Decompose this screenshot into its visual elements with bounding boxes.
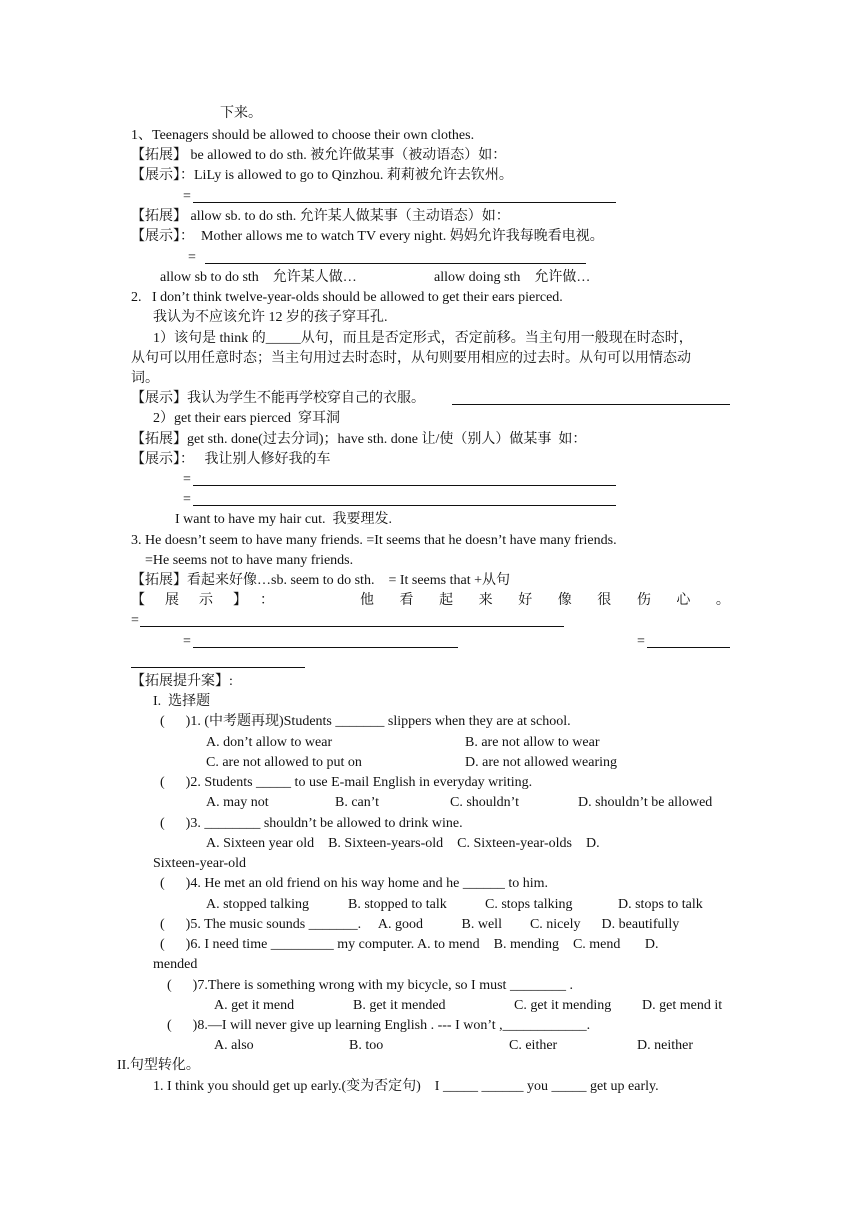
spaced-char: 来	[478, 593, 493, 608]
text-line: =He seems not to have many friends.	[145, 553, 354, 568]
text-line: 【展示】： Mother allows me to watch TV every night. 妈妈允许我每晚看电视。	[131, 229, 604, 244]
blank-line	[452, 404, 730, 405]
text-line: ( )7.There is something wrong with my bicycle, so I must ________ .	[167, 978, 573, 993]
text-line: C. either	[509, 1038, 558, 1053]
text-line: allow doing sth 允许做…	[434, 270, 591, 285]
spaced-char: 伤	[636, 593, 651, 608]
blank-line	[131, 667, 305, 668]
text-line: 1）该句是 think 的_____从句，而且是否定形式，否定前移。当主句用一般现在时态时，	[153, 331, 693, 346]
text-line: 【展示】我认为学生不能再学校穿自己的衣服。	[131, 391, 425, 406]
text-line: ( )5. The music sounds _______. A. good B. well C. nicely D. beautifully	[160, 917, 680, 932]
text-line: I want to have my hair cut. 我要理发.	[175, 512, 392, 527]
text-line: B. get it mended	[353, 998, 446, 1013]
blank-line	[205, 263, 586, 264]
text-line: A. stopped talking	[206, 897, 310, 912]
spaced-char: 很	[597, 593, 612, 608]
spaced-char: 心	[676, 593, 691, 608]
text-line: 我认为不应该允许 12 岁的孩子穿耳孔.	[153, 310, 388, 325]
text-line: B. can’t	[335, 795, 380, 810]
text-line: 2）get their ears pierced 穿耳洞	[153, 411, 340, 426]
text-line: D. get mend it	[642, 998, 723, 1013]
spaced-char: 起	[439, 593, 454, 608]
text-line: 词。	[131, 371, 159, 386]
text-line: ( )1. (中考题再现)Students _______ slippers when they are at school.	[160, 714, 571, 729]
text-line: 1. I think you should get up early.(变为否定句) I _____ ______ you _____ get up early.	[153, 1079, 659, 1094]
text-line: B. stopped to talk	[348, 897, 447, 912]
text-line: ( )2. Students _____ to use E-mail English in everyday writing.	[160, 775, 533, 790]
text-line: A. may not	[206, 795, 269, 810]
text-line: C. shouldn’t	[450, 795, 519, 810]
spaced-char: 看	[399, 593, 414, 608]
blank-line	[193, 647, 458, 648]
text-line: II.句型转化。	[117, 1058, 200, 1073]
text-line: =	[183, 634, 191, 649]
text-line: 【展示】：	[131, 593, 294, 608]
blank-line	[193, 505, 616, 506]
text-line: A. get it mend	[214, 998, 295, 1013]
text-line: ( )4. He met an old friend on his way home and he ______ to him.	[160, 876, 549, 891]
text-line: 【拓展】 allow sb. to do sth. 允许某人做某事（主动语态）如：	[131, 209, 510, 224]
text-line: =	[183, 492, 191, 507]
text-line: ( )8.—I will never give up learning English . --- I won’t ,____________.	[167, 1018, 591, 1033]
text-line: B. too	[349, 1038, 384, 1053]
text-line: D. shouldn’t be allowed	[578, 795, 713, 810]
text-line: C. are not allowed to put on	[206, 755, 362, 770]
text-line: C. stops talking	[485, 897, 573, 912]
text-line: I. 选择题	[153, 694, 211, 709]
text-line: 1、Teenagers should be allowed to choose their own clothes.	[131, 128, 475, 143]
blank-line	[193, 485, 616, 486]
spaced-char: 好	[518, 593, 533, 608]
text-line: D. neither	[637, 1038, 693, 1053]
text-line: Sixteen-year-old	[153, 856, 247, 871]
text-line: 3. He doesn’t seem to have many friends. =It seems that he doesn’t have many friends.	[131, 533, 617, 548]
text-line: A. also	[214, 1038, 254, 1053]
text-line: A. Sixteen year old B. Sixteen-years-old C. Sixteen-year-olds D.	[206, 836, 600, 851]
text-line: ( )3. ________ shouldn’t be allowed to drink wine.	[160, 816, 463, 831]
text-line: 【拓展】get sth. done(过去分词)；have sth. done 让/使（别人）做某事 如：	[131, 432, 587, 447]
text-line: =	[188, 250, 196, 265]
text-line: D. are not allowed wearing	[465, 755, 617, 770]
text-line: B. are not allow to wear	[465, 735, 600, 750]
text-line: 2. I don’t think twelve-year-olds should be allowed to get their ears pierced.	[131, 290, 563, 305]
spaced-char: 。	[715, 593, 730, 608]
spaced-sentence	[360, 592, 730, 610]
text-line: ( )6. I need time _________ my computer. A. to mend B. mending C. mend D.	[160, 937, 659, 952]
text-line: C. get it mending	[514, 998, 612, 1013]
text-line: 【拓展提升案】:	[131, 674, 233, 689]
blank-line	[193, 202, 616, 203]
text-line: =	[637, 634, 645, 649]
spaced-char: 像	[557, 593, 572, 608]
text-line: 【拓展】 be allowed to do sth. 被允许做某事（被动语态）如：	[131, 148, 507, 163]
text-line: 下来。	[220, 106, 262, 121]
text-line: 【拓展】看起来好像…sb. seem to do sth. = It seems that +从句	[131, 573, 510, 588]
text-line: =	[183, 189, 191, 204]
text-line: 从句可以用任意时态；当主句用过去时态时，从句则要用相应的过去时。从句可以用情态动	[131, 351, 691, 366]
text-line: D. stops to talk	[618, 897, 703, 912]
text-line: =	[131, 613, 139, 628]
text-line: mended	[153, 957, 198, 972]
blank-line	[647, 647, 730, 648]
text-line: allow sb to do sth 允许某人做…	[160, 270, 357, 285]
text-line: 【展示】： 我让别人修好我的车	[131, 452, 331, 467]
text-line: A. don’t allow to wear	[206, 735, 333, 750]
text-line: =	[183, 472, 191, 487]
spaced-char: 他	[360, 593, 374, 608]
blank-line	[140, 626, 564, 627]
text-line: 【展示】：LiLy is allowed to go to Qinzhou. 莉莉被允许去钦州。	[131, 168, 513, 183]
